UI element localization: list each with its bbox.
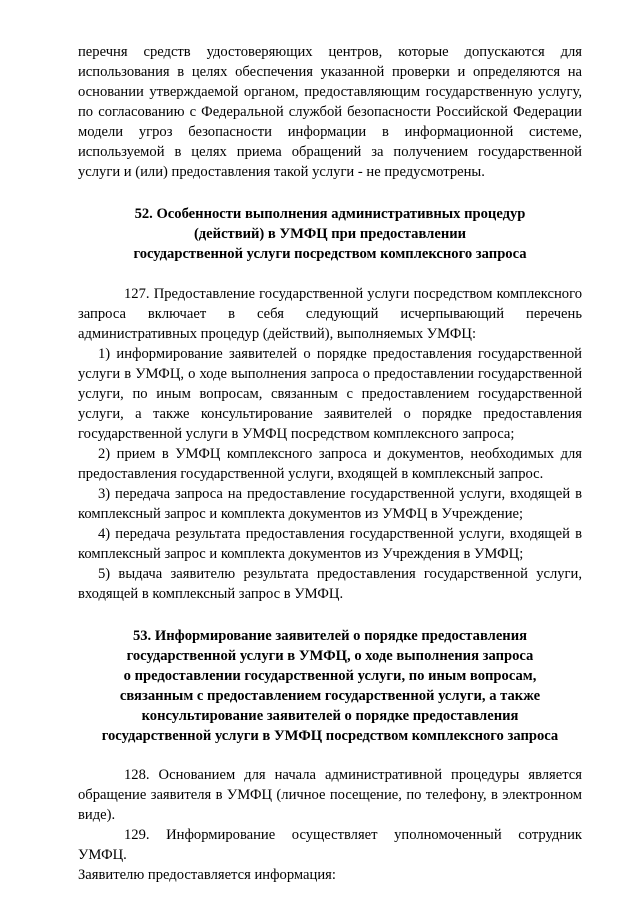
section-52-heading-line: государственной услуги посредством комплексного запроса — [133, 246, 527, 262]
intro-paragraph: перечня средств удостоверяющих центров, которые допускаются для использования в целях обеспечения указанной проверки и определяются на основании утверждаемой органом, предоставляющим государственную услугу, по согласованию с Федеральной службой безопасности Российской Федерации модели угроз безопасности информации в информационной системе, используемой в целях приема обращений за получением государственной услуги и (или) предоставления такой услуги - не предусмотрены. — [78, 44, 582, 180]
closing-line: Заявителю предоставляется информация: — [78, 867, 336, 883]
list-item-2: 2) прием в УМФЦ комплексного запроса и документов, необходимых для предоставления государственной услуги, входящей в комплексный запрос. — [78, 446, 582, 482]
list-item-5: 5) выдача заявителю результата предоставления государственной услуги, входящей в комплексный запрос в УМФЦ. — [78, 566, 582, 602]
section-53-heading-line: государственной услуги в УМФЦ, о ходе выполнения запроса — [126, 648, 534, 664]
list-item-3: 3) передача запроса на предоставление государственной услуги, входящей в комплексный запрос и комплекта документов из УМФЦ в Учреждение; — [78, 486, 582, 522]
paragraph-129: 129. Информирование осуществляет уполномоченный сотрудник УМФЦ. — [78, 827, 582, 863]
section-53-heading — [78, 626, 582, 746]
list-item-4: 4) передача результата предоставления государственной услуги, входящей в комплексный запрос и комплекта документов из Учреждения в УМФЦ; — [78, 526, 582, 562]
paragraph-127: 127. Предоставление государственной услуги посредством комплексного запроса включает в себя следующий исчерпывающий перечень административных процедур (действий), выполняемых УМФЦ: — [78, 286, 582, 342]
section-53-heading-line: 53. Информирование заявителей о порядке предоставления — [132, 628, 528, 644]
document-page — [78, 42, 582, 885]
section-53-heading-line: государственной услуги в УМФЦ посредством комплексного запроса — [101, 728, 559, 744]
paragraph-128: 128. Основанием для начала административной процедуры является обращение заявителя в УМФЦ (личное посещение, по телефону, в электронном виде). — [78, 767, 582, 823]
section-52-heading — [78, 204, 582, 264]
list-item-1: 1) информирование заявителей о порядке предоставления государственной услуги в УМФЦ, о ходе выполнения запроса о предоставлении государственной услуги, по иным вопросам, связанным с предоставлением государственной услуги, а также консультирование заявителей о порядке предоставления государственной услуги в УМФЦ посредством комплексного запроса; — [78, 346, 582, 442]
section-53-heading-line: о предоставлении государственной услуги, по иным вопросам, — [123, 668, 537, 684]
section-52-heading-line: 52. Особенности выполнения административных процедур — [134, 206, 526, 222]
section-53-heading-line: связанным с предоставлением государственной услуги, а также — [119, 688, 541, 704]
section-53-heading-line: консультирование заявителей о порядке предоставления — [141, 708, 519, 724]
section-52-heading-line: (действий) в УМФЦ при предоставлении — [193, 226, 467, 242]
